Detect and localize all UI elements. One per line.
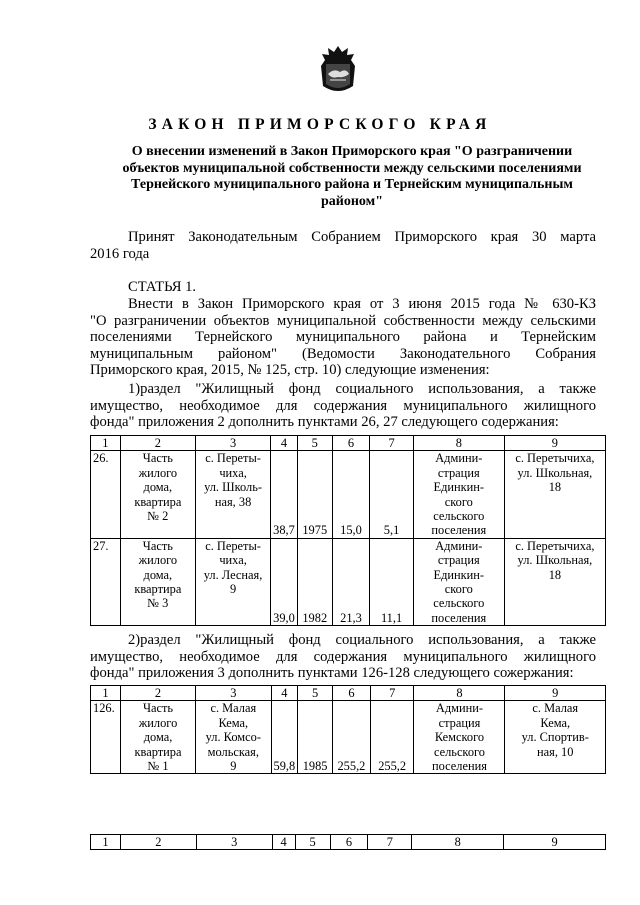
cell-line: Часть [142, 538, 173, 553]
cell-line: ул. Школьная, [517, 553, 593, 568]
value-cell-7: 11,1 [370, 538, 413, 625]
column-number: 8 [414, 686, 505, 701]
cell-line: страция [437, 553, 480, 568]
cell-line: Единкин- [433, 480, 485, 495]
value-cell-7: 255,2 [370, 701, 414, 774]
row-number: 27. [91, 538, 121, 625]
cell-line: квартира [134, 494, 182, 509]
column-number: 6 [330, 835, 368, 850]
column-number: 9 [504, 835, 606, 850]
column-number: 3 [196, 835, 272, 850]
coat-of-arms-emblem [318, 44, 358, 96]
column-number-row [91, 835, 606, 850]
intro-line: "О разграничении объектов муниципальной собственности между сельскими [90, 312, 596, 329]
cell-line: Часть [142, 701, 174, 716]
cell-line: сельского [433, 596, 485, 611]
item-1-paragraph [90, 381, 596, 431]
cell-line: ул. Лесная, [203, 567, 263, 582]
cell-line: Кемского [434, 730, 485, 745]
cell-line: с. Переты- [205, 451, 261, 466]
subtitle-line: Тернейского муниципального района и Тернейским муниципальным [131, 177, 573, 192]
object-address [195, 451, 270, 538]
column-number: 9 [505, 686, 606, 701]
area-cell: 38,7 [271, 451, 298, 538]
cell-line: с. Переты- [205, 538, 261, 553]
table-continuation-header [90, 834, 606, 850]
cell-line: страция [437, 465, 480, 480]
item-1-line: 1)раздел "Жилищный фонд социального использования, а также [128, 381, 596, 397]
subtitle-line: О внесении изменений в Закон Приморского края "О разграничении [131, 144, 573, 159]
column-number: 8 [412, 835, 504, 850]
column-number: 8 [413, 436, 504, 451]
column-number: 5 [298, 686, 333, 701]
column-number: 2 [120, 835, 196, 850]
holder-cell [413, 538, 504, 625]
column-number: 5 [297, 436, 332, 451]
cell-line: Единкин- [433, 567, 485, 582]
cell-line: поселения [431, 523, 487, 538]
subtitle-line: объектов муниципальной собственности между сельскими поселениями [122, 160, 582, 176]
cell-line: 18 [548, 480, 562, 495]
article-heading: СТАТЬЯ 1. [128, 279, 197, 295]
year-cell: 1982 [297, 538, 332, 625]
cell-line: сельского [433, 744, 485, 759]
column-number: 5 [295, 835, 330, 850]
cell-line: с. Малая [532, 701, 579, 716]
column-number: 4 [271, 686, 298, 701]
cell-line: квартира [134, 744, 182, 759]
object-name [120, 701, 195, 774]
cell-line: 18 [548, 567, 562, 582]
adoption-line: Принят Законодательным Собранием Приморского края 30 марта [128, 229, 596, 245]
article-heading-block [90, 279, 596, 296]
cell-line: Часть [142, 451, 173, 466]
item-1-line: фонда" приложения 2 дополнить пунктами 26, 27 следующего содержания: [90, 414, 559, 431]
cell-line: ского [444, 582, 473, 597]
law-subtitle [92, 144, 612, 210]
cell-line: с. Перетычиха, [515, 538, 595, 553]
holder-cell [414, 701, 505, 774]
cell-line: жилого [138, 465, 178, 480]
cell-line: Админи- [435, 538, 483, 553]
intro-line: поселениями Тернейского муниципального района и Тернейским [90, 329, 596, 346]
table-row [91, 538, 606, 625]
column-number: 6 [333, 686, 371, 701]
cell-line: Кема, [218, 715, 249, 730]
holder-cell [413, 451, 504, 538]
cell-line: с. Малая [210, 701, 257, 716]
cell-line: ского [444, 494, 473, 509]
cell-line: страция [438, 715, 481, 730]
column-number: 2 [120, 436, 195, 451]
cell-line: № 1 [147, 759, 169, 774]
table-row [91, 451, 606, 538]
item-2-paragraph [90, 632, 596, 682]
cell-line: ул. Школьная, [517, 465, 593, 480]
column-number: 1 [91, 686, 121, 701]
intro-line: Внести в Закон Приморского края от 3 июня 2015 года № 630-КЗ [128, 296, 596, 312]
column-number: 3 [196, 686, 271, 701]
table-1 [90, 435, 606, 626]
cell-line: поселения [432, 759, 487, 774]
value-cell-7: 5,1 [370, 451, 413, 538]
row-number: 126. [91, 701, 121, 774]
cell-line: дома, [143, 730, 173, 745]
article-intro [90, 296, 596, 379]
item-2-line: имущество, необходимое для содержания муниципального жилищного [90, 648, 596, 665]
cell-line: чиха, [219, 553, 247, 568]
cell-line: 9 [230, 759, 237, 774]
item-2-line: 2)раздел "Жилищный фонд социального использования, а также [128, 632, 596, 648]
item-2-line: фонда" приложения 3 дополнить пунктами 126-128 следующего сожержания: [90, 665, 574, 682]
cell-line: мольская, [207, 744, 259, 759]
cell-line: Админи- [435, 701, 484, 716]
cell-line: ул. Комсо- [205, 730, 261, 745]
cell-line: чиха, [219, 465, 247, 480]
column-number: 7 [370, 436, 413, 451]
intro-line: Приморского края, 2015, № 125, стр. 10) следующие изменения: [90, 362, 490, 379]
object-address [195, 538, 270, 625]
column-number-row [91, 436, 606, 451]
cell-line: № 3 [147, 596, 169, 611]
law-title: ЗАКОН ПРИМОРСКОГО КРАЯ [148, 116, 492, 133]
column-number: 7 [368, 835, 412, 850]
intro-line: муниципальным районом" (Ведомости Законодательного Собрания [90, 345, 596, 362]
cell-line: жилого [138, 715, 178, 730]
column-number-row [91, 686, 606, 701]
cell-line: дома, [143, 480, 173, 495]
year-cell: 1985 [298, 701, 333, 774]
cell-line: сельского [433, 509, 485, 524]
adoption-line: 2016 года [90, 245, 150, 262]
adoption-paragraph [90, 229, 596, 262]
row-number: 26. [91, 451, 121, 538]
cell-line: с. Перетычиха, [515, 451, 595, 466]
cell-line: поселения [431, 610, 487, 625]
cell-line: Кема, [540, 715, 571, 730]
table-row [91, 701, 606, 774]
column-number: 7 [370, 686, 414, 701]
cell-line: ная, 38 [214, 494, 252, 509]
location-cell [504, 451, 605, 538]
location-cell [504, 538, 605, 625]
object-name [120, 538, 195, 625]
location-cell [505, 701, 606, 774]
object-name [120, 451, 195, 538]
subtitle-line: районом" [321, 193, 383, 209]
value-cell-6: 15,0 [332, 451, 370, 538]
value-cell-6: 255,2 [333, 701, 371, 774]
year-cell: 1975 [297, 451, 332, 538]
column-number: 1 [91, 436, 121, 451]
cell-line: квартира [134, 582, 182, 597]
column-number: 4 [272, 835, 295, 850]
column-number: 6 [332, 436, 370, 451]
cell-line: ная, 10 [537, 744, 574, 759]
column-number: 4 [271, 436, 298, 451]
area-cell: 59,8 [271, 701, 298, 774]
value-cell-6: 21,3 [332, 538, 370, 625]
area-cell: 39,0 [271, 538, 298, 625]
cell-line: № 2 [147, 509, 169, 524]
column-number: 3 [195, 436, 270, 451]
cell-line: дома, [143, 567, 173, 582]
cell-line: ул. Спортив- [521, 730, 589, 745]
cell-line: ул. Школь- [204, 480, 263, 495]
column-number: 9 [504, 436, 605, 451]
cell-line: 9 [229, 582, 237, 597]
cell-line: жилого [138, 553, 178, 568]
cell-line: Админи- [435, 451, 483, 466]
column-number: 1 [91, 835, 121, 850]
item-1-line: имущество, необходимое для содержания муниципального жилищного [90, 397, 596, 414]
column-number: 2 [120, 686, 195, 701]
table-2 [90, 685, 606, 774]
object-address [196, 701, 271, 774]
